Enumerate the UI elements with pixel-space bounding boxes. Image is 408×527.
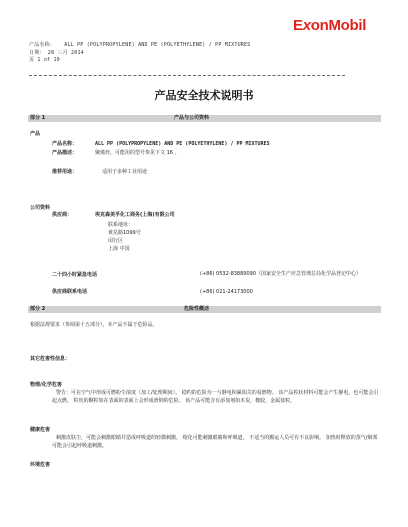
health-hazards-text: 刺激皮肤尘，可能会刺激眼睛并造成呼吸道的轻微刺激。 熔化可能刺激眼睛和呼吸道。 不适当的搬运人员可有不良影响。 加热时释放的蒸气/烟雾可能会引起呼吸道刺激。 bbox=[52, 435, 378, 449]
supplier-phone-label: 供应商联系电话 bbox=[52, 289, 88, 295]
product-heading: 产品 bbox=[30, 131, 41, 137]
section-1-label: 部分 1 bbox=[30, 115, 46, 121]
product-name-label: 产品名称： bbox=[52, 141, 78, 147]
other-hazards-heading: 其它危害性信息： bbox=[30, 356, 71, 362]
physical-hazards-heading: 物理/化学危害 bbox=[30, 382, 62, 388]
header-date: 日期： 28 三月 2014 bbox=[29, 50, 84, 56]
section-2-label: 部分 2 bbox=[30, 306, 46, 312]
section-2-header bbox=[28, 306, 381, 313]
header-divider bbox=[29, 75, 345, 76]
recommended-use-label: 推荐用途： bbox=[52, 169, 78, 175]
exxonmobil-logo: ExonMobil bbox=[293, 17, 367, 34]
section-1-title: 产品与公司资料 bbox=[174, 115, 210, 121]
address-line-3: 闵行区 bbox=[108, 238, 124, 244]
document-title: 产品安全技术说明书 bbox=[154, 89, 254, 102]
environmental-hazards-heading: 环境危害 bbox=[30, 462, 51, 468]
address-line-1: 联系地址： bbox=[108, 222, 134, 228]
address-line-4: 上海 中国 bbox=[108, 246, 130, 252]
emergency-phone-value: (+86) 0532-83889090（国家安全生产应急管理总局化学品登记中心） bbox=[200, 271, 362, 277]
classification-text: 根据法规要求（参阅第十五部分），本产品不属于危险品。 bbox=[30, 322, 158, 328]
emergency-phone-label: 二十四小时紧急电话 bbox=[52, 272, 98, 278]
description-value: 聚烯烃，可能用的型号参见下文 16 。 bbox=[95, 150, 180, 156]
supplier-label: 供应商： bbox=[52, 212, 73, 218]
physical-hazards-text: 警告：可在空气中形成可燃粉尘浓度（加工/处理期间）。 稳约的危险为一与静电积累相关的易燃物。 该产品粒状材料可能会产生静电，也可能会引起点燃。 粒状的颗粒如在表面的表面上会形成滑倒的危险。 该产品可能含有添加剂如木炭，橡胶，金属盐粒。 bbox=[52, 390, 379, 404]
description-label: 产品描述： bbox=[52, 150, 78, 156]
product-name-value: ALL PP (POLYPROPYLENE) AND PE (POLYETHYLENE) / PP MIXTURES bbox=[95, 141, 270, 147]
supplier-phone-value: (+86) 021-24173000 bbox=[200, 289, 253, 295]
recommended-use-value: 适用于多种工业用途 bbox=[102, 169, 148, 175]
header-product-label: 产品名称： bbox=[29, 42, 56, 48]
section-2-title: 危险性概述 bbox=[184, 306, 210, 312]
header-product-name bbox=[29, 41, 250, 48]
header-page: 页 1 of 10 bbox=[29, 57, 60, 63]
health-hazards-heading: 健康危害 bbox=[30, 427, 51, 433]
header-product-value: ALL PP (POLYPROPYLENE) AND PE (POLYETHYLENE) / PP MIXTURES bbox=[64, 42, 251, 48]
supplier-name: 埃克森美孚化工商务(上海)有限公司 bbox=[95, 212, 175, 218]
company-heading: 公司资料 bbox=[30, 205, 51, 211]
address-line-2: 黄昆路1099号 bbox=[108, 230, 141, 236]
section-1-header bbox=[28, 115, 381, 122]
